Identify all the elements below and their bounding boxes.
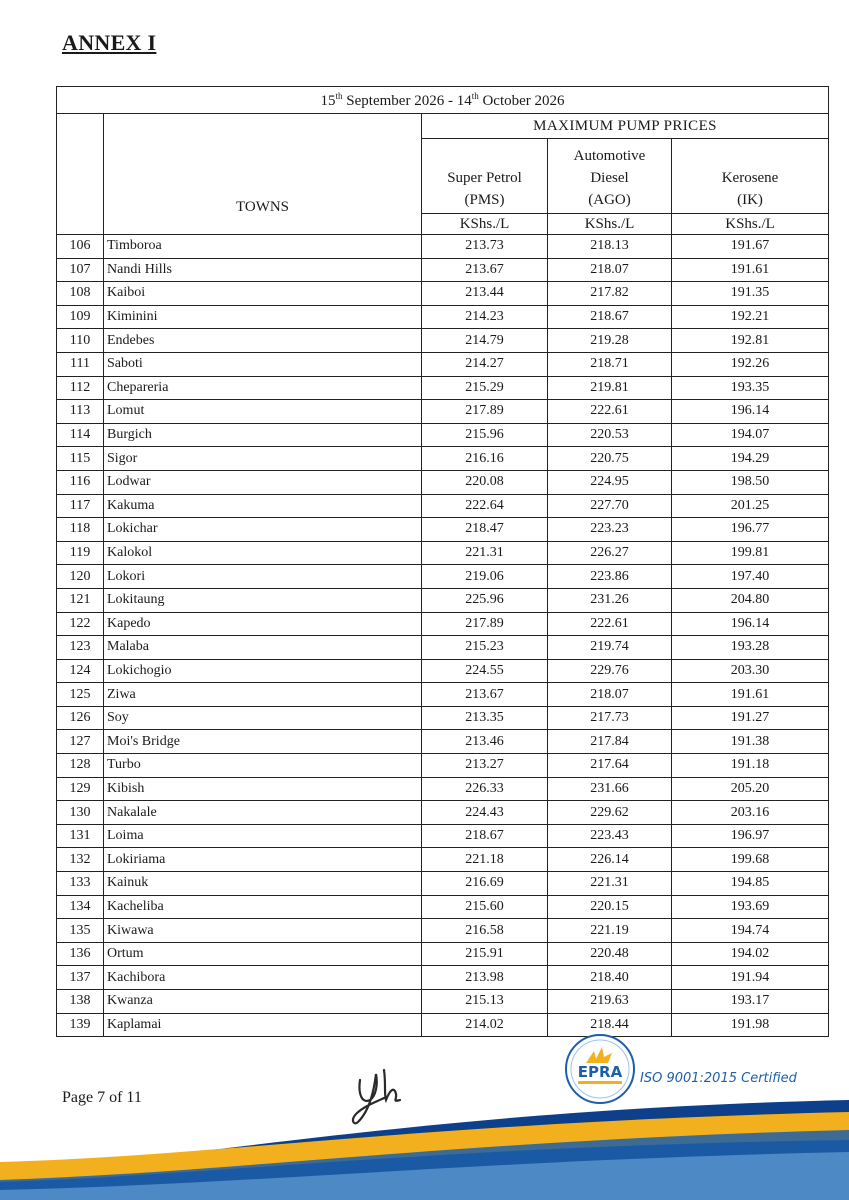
diesel-price: 218.13	[548, 235, 672, 259]
row-number: 135	[57, 919, 104, 943]
automotive-diesel-header: Automotive Diesel (AGO)	[548, 139, 672, 214]
row-number: 139	[57, 1013, 104, 1037]
town-name: Moi's Bridge	[104, 730, 422, 754]
row-number: 110	[57, 329, 104, 353]
row-number: 124	[57, 659, 104, 683]
kerosene-price: 196.97	[672, 824, 829, 848]
table-row	[57, 235, 829, 259]
period-label: 15th September 2026 - 14th October 2026	[57, 87, 829, 114]
kerosene-price: 198.50	[672, 470, 829, 494]
super-petrol-price: 216.69	[422, 872, 548, 896]
super-petrol-price: 213.27	[422, 754, 548, 778]
row-number: 126	[57, 706, 104, 730]
table-row	[57, 730, 829, 754]
super-petrol-price: 217.89	[422, 400, 548, 424]
kerosene-price: 194.74	[672, 919, 829, 943]
kerosene-price: 193.69	[672, 895, 829, 919]
super-petrol-price: 214.27	[422, 352, 548, 376]
row-number: 112	[57, 376, 104, 400]
town-name: Kwanza	[104, 990, 422, 1014]
super-petrol-price: 213.73	[422, 235, 548, 259]
town-name: Ziwa	[104, 683, 422, 707]
row-number: 130	[57, 801, 104, 825]
kerosene-price: 199.81	[672, 541, 829, 565]
super-petrol-price: 213.35	[422, 706, 548, 730]
town-name: Kainuk	[104, 872, 422, 896]
period-row	[57, 87, 829, 114]
row-number: 122	[57, 612, 104, 636]
table-row	[57, 919, 829, 943]
kerosene-price: 196.14	[672, 400, 829, 424]
town-name: Lomut	[104, 400, 422, 424]
town-name: Kaiboi	[104, 282, 422, 306]
diesel-price: 219.74	[548, 636, 672, 660]
row-number: 113	[57, 400, 104, 424]
group-header-row	[57, 114, 829, 139]
index-header	[57, 114, 104, 235]
super-petrol-price: 215.29	[422, 376, 548, 400]
row-number: 116	[57, 470, 104, 494]
row-number: 132	[57, 848, 104, 872]
kerosene-price: 204.80	[672, 588, 829, 612]
row-number: 115	[57, 447, 104, 471]
town-name: Soy	[104, 706, 422, 730]
town-name: Chepareria	[104, 376, 422, 400]
diesel-price: 224.95	[548, 470, 672, 494]
diesel-price: 217.84	[548, 730, 672, 754]
town-name: Lodwar	[104, 470, 422, 494]
row-number: 111	[57, 352, 104, 376]
row-number: 131	[57, 824, 104, 848]
diesel-price: 219.63	[548, 990, 672, 1014]
town-name: Kiminini	[104, 305, 422, 329]
table-row	[57, 376, 829, 400]
town-name: Ortum	[104, 942, 422, 966]
kerosene-price: 194.85	[672, 872, 829, 896]
super-petrol-price: 213.44	[422, 282, 548, 306]
diesel-price: 217.73	[548, 706, 672, 730]
row-number: 129	[57, 777, 104, 801]
kerosene-header: Kerosene (IK)	[672, 139, 829, 214]
super-petrol-price: 217.89	[422, 612, 548, 636]
diesel-price: 219.28	[548, 329, 672, 353]
kerosene-price: 193.17	[672, 990, 829, 1014]
diesel-price: 227.70	[548, 494, 672, 518]
diesel-price: 218.07	[548, 258, 672, 282]
row-number: 128	[57, 754, 104, 778]
logo-text: EPRA	[577, 1063, 623, 1081]
table-row	[57, 895, 829, 919]
town-name: Endebes	[104, 329, 422, 353]
table-row	[57, 706, 829, 730]
table-row	[57, 848, 829, 872]
row-number: 118	[57, 518, 104, 542]
table-row	[57, 1013, 829, 1037]
super-petrol-price: 226.33	[422, 777, 548, 801]
row-number: 120	[57, 565, 104, 589]
town-name: Lokichogio	[104, 659, 422, 683]
town-name: Kiwawa	[104, 919, 422, 943]
footer-wave-icon	[0, 1100, 849, 1200]
table-row	[57, 447, 829, 471]
kerosene-price: 191.38	[672, 730, 829, 754]
table-row	[57, 518, 829, 542]
row-number: 127	[57, 730, 104, 754]
diesel-price: 221.31	[548, 872, 672, 896]
row-number: 138	[57, 990, 104, 1014]
table-row	[57, 494, 829, 518]
kerosene-price: 191.61	[672, 258, 829, 282]
super-petrol-price: 218.67	[422, 824, 548, 848]
diesel-price: 217.82	[548, 282, 672, 306]
table-row	[57, 966, 829, 990]
diesel-price: 217.64	[548, 754, 672, 778]
diesel-price: 219.81	[548, 376, 672, 400]
kerosene-price: 203.16	[672, 801, 829, 825]
town-name: Lokitaung	[104, 588, 422, 612]
town-name: Kacheliba	[104, 895, 422, 919]
diesel-price: 226.14	[548, 848, 672, 872]
ago-unit: KShs./L	[548, 214, 672, 235]
town-name: Lokichar	[104, 518, 422, 542]
row-number: 125	[57, 683, 104, 707]
kerosene-price: 192.26	[672, 352, 829, 376]
row-number: 107	[57, 258, 104, 282]
row-number: 108	[57, 282, 104, 306]
town-name: Nandi Hills	[104, 258, 422, 282]
diesel-price: 223.86	[548, 565, 672, 589]
kerosene-price: 193.28	[672, 636, 829, 660]
super-petrol-price: 214.02	[422, 1013, 548, 1037]
kerosene-price: 194.02	[672, 942, 829, 966]
kerosene-price: 197.40	[672, 565, 829, 589]
super-petrol-price: 213.98	[422, 966, 548, 990]
kerosene-price: 199.68	[672, 848, 829, 872]
diesel-price: 222.61	[548, 400, 672, 424]
kerosene-price: 196.14	[672, 612, 829, 636]
diesel-price: 231.26	[548, 588, 672, 612]
table-row	[57, 329, 829, 353]
diesel-price: 223.23	[548, 518, 672, 542]
kerosene-price: 191.61	[672, 683, 829, 707]
kerosene-price: 191.27	[672, 706, 829, 730]
towns-header: TOWNS	[104, 114, 422, 235]
pms-unit: KShs./L	[422, 214, 548, 235]
super-petrol-price: 225.96	[422, 588, 548, 612]
super-petrol-price: 215.91	[422, 942, 548, 966]
town-name: Kakuma	[104, 494, 422, 518]
diesel-price: 229.76	[548, 659, 672, 683]
diesel-price: 220.15	[548, 895, 672, 919]
kerosene-price: 191.94	[672, 966, 829, 990]
kerosene-price: 191.67	[672, 235, 829, 259]
table-row	[57, 588, 829, 612]
table-row	[57, 990, 829, 1014]
table-row	[57, 352, 829, 376]
super-petrol-price: 215.13	[422, 990, 548, 1014]
town-name: Kalokol	[104, 541, 422, 565]
super-petrol-price: 215.96	[422, 423, 548, 447]
kerosene-price: 205.20	[672, 777, 829, 801]
super-petrol-price: 213.46	[422, 730, 548, 754]
super-petrol-price: 213.67	[422, 683, 548, 707]
row-number: 121	[57, 588, 104, 612]
table-row	[57, 400, 829, 424]
row-number: 123	[57, 636, 104, 660]
table-row	[57, 636, 829, 660]
diesel-price: 218.67	[548, 305, 672, 329]
town-name: Turbo	[104, 754, 422, 778]
row-number: 109	[57, 305, 104, 329]
diesel-price: 220.53	[548, 423, 672, 447]
diesel-price: 222.61	[548, 612, 672, 636]
diesel-price: 220.48	[548, 942, 672, 966]
town-name: Saboti	[104, 352, 422, 376]
super-petrol-price: 224.55	[422, 659, 548, 683]
table-row	[57, 305, 829, 329]
diesel-price: 231.66	[548, 777, 672, 801]
table-row	[57, 659, 829, 683]
kerosene-price: 192.21	[672, 305, 829, 329]
maximum-pump-prices-header: MAXIMUM PUMP PRICES	[422, 114, 829, 139]
super-petrol-header: Super Petrol (PMS)	[422, 139, 548, 214]
diesel-price: 223.43	[548, 824, 672, 848]
row-number: 137	[57, 966, 104, 990]
super-petrol-price: 214.79	[422, 329, 548, 353]
epra-logo-icon	[564, 1033, 636, 1105]
town-name: Timboroa	[104, 235, 422, 259]
table-row	[57, 824, 829, 848]
diesel-price: 226.27	[548, 541, 672, 565]
kerosene-price: 193.35	[672, 376, 829, 400]
super-petrol-price: 216.16	[422, 447, 548, 471]
diesel-price: 220.75	[548, 447, 672, 471]
kerosene-price: 196.77	[672, 518, 829, 542]
row-number: 106	[57, 235, 104, 259]
row-number: 134	[57, 895, 104, 919]
table-row	[57, 258, 829, 282]
table-row	[57, 942, 829, 966]
kerosene-price: 192.81	[672, 329, 829, 353]
super-petrol-price: 214.23	[422, 305, 548, 329]
table-row	[57, 541, 829, 565]
diesel-price: 221.19	[548, 919, 672, 943]
super-petrol-price: 220.08	[422, 470, 548, 494]
table-row	[57, 612, 829, 636]
row-number: 119	[57, 541, 104, 565]
super-petrol-price: 221.31	[422, 541, 548, 565]
town-name: Burgich	[104, 423, 422, 447]
super-petrol-price: 213.67	[422, 258, 548, 282]
iso-certification: ISO 9001:2015 Certified	[640, 1071, 797, 1086]
table-row	[57, 754, 829, 778]
table-row	[57, 872, 829, 896]
town-name: Kibish	[104, 777, 422, 801]
town-name: Lokori	[104, 565, 422, 589]
town-name: Nakalale	[104, 801, 422, 825]
super-petrol-price: 221.18	[422, 848, 548, 872]
kerosene-price: 194.29	[672, 447, 829, 471]
row-number: 136	[57, 942, 104, 966]
kerosene-price: 203.30	[672, 659, 829, 683]
town-name: Kachibora	[104, 966, 422, 990]
row-number: 117	[57, 494, 104, 518]
kerosene-price: 194.07	[672, 423, 829, 447]
town-name: Sigor	[104, 447, 422, 471]
town-name: Lokiriama	[104, 848, 422, 872]
table-row	[57, 423, 829, 447]
diesel-price: 218.44	[548, 1013, 672, 1037]
table-row	[57, 777, 829, 801]
super-petrol-price: 222.64	[422, 494, 548, 518]
diesel-price: 218.07	[548, 683, 672, 707]
diesel-price: 218.71	[548, 352, 672, 376]
row-number: 114	[57, 423, 104, 447]
table-row	[57, 282, 829, 306]
kerosene-price: 191.18	[672, 754, 829, 778]
town-name: Malaba	[104, 636, 422, 660]
super-petrol-price: 224.43	[422, 801, 548, 825]
diesel-price: 218.40	[548, 966, 672, 990]
kerosene-price: 191.98	[672, 1013, 829, 1037]
town-name: Kapedo	[104, 612, 422, 636]
super-petrol-price: 219.06	[422, 565, 548, 589]
super-petrol-price: 215.23	[422, 636, 548, 660]
annex-heading: ANNEX I	[62, 30, 157, 55]
table-row	[57, 470, 829, 494]
page-number: Page 7 of 11	[62, 1089, 142, 1106]
table-row	[57, 683, 829, 707]
table-row	[57, 801, 829, 825]
pump-prices-table	[56, 86, 829, 1037]
table-row	[57, 565, 829, 589]
row-number: 133	[57, 872, 104, 896]
town-name: Loima	[104, 824, 422, 848]
super-petrol-price: 215.60	[422, 895, 548, 919]
town-name: Kaplamai	[104, 1013, 422, 1037]
kerosene-price: 201.25	[672, 494, 829, 518]
super-petrol-price: 216.58	[422, 919, 548, 943]
ik-unit: KShs./L	[672, 214, 829, 235]
diesel-price: 229.62	[548, 801, 672, 825]
super-petrol-price: 218.47	[422, 518, 548, 542]
kerosene-price: 191.35	[672, 282, 829, 306]
